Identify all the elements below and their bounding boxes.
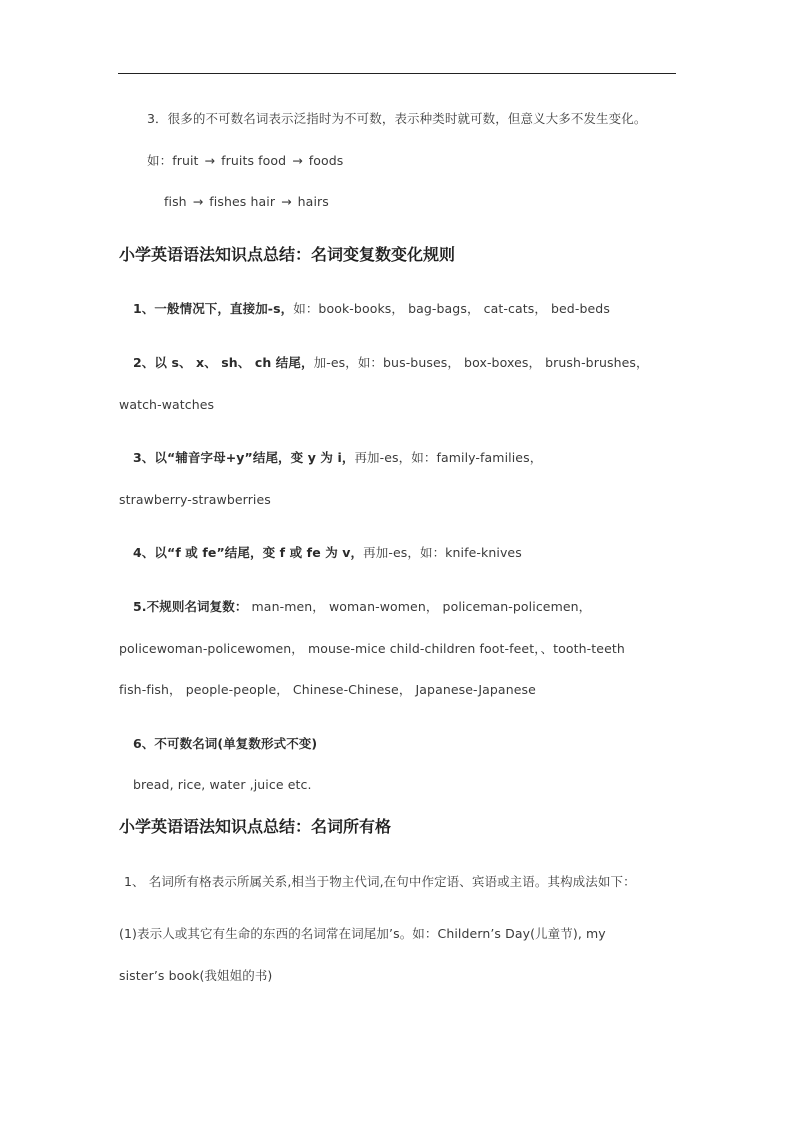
example-prefix: 如：fruit [147,153,199,168]
plural-rule-4-examples: 再加-es，如：knife-knives [363,545,522,560]
possessive-paragraph-3: sister’s book(我姐姐的书) [119,968,273,983]
plural-rule-4 [133,544,522,562]
plural-rule-3-label: 3、以“辅音字母+y”结尾，变 y 为 i， [133,450,355,465]
plural-rule-3-examples: 再加-es，如：family-families， [354,450,543,465]
plural-rule-2-continued: watch-watches [119,397,215,412]
plural-rule-5-examples: man-men， woman-women， policeman-policemen， [251,599,592,614]
example-fish: fish [164,194,187,209]
heading-possessive: 小学英语语法知识点总结：名词所有格 [119,817,392,836]
plural-rule-4-label: 4、以“f 或 fe”结尾，变 f 或 fe 为 v， [133,545,364,560]
plural-rule-3 [133,449,542,467]
right-arrow-icon: → [281,194,292,209]
rule-3-example-1 [147,152,343,170]
plural-rule-2-examples: 加-es，如：bus-buses， box-boxes， brush-brushes， [313,355,649,370]
plural-rule-2 [133,354,649,372]
plural-rule-5-continued-1: policewoman-policewomen， mouse-mice child-children foot-feet，、tooth-teeth [119,641,625,656]
example-hairs: hairs [297,194,329,209]
header-rule [118,73,676,74]
plural-rule-1-examples: 如：book-books， bag-bags， cat-cats， bed-beds [293,301,610,316]
plural-rule-1-label: 1、一般情况下，直接加-s， [133,301,294,316]
right-arrow-icon: → [204,153,216,168]
plural-rule-3-continued: strawberry-strawberries [119,492,271,507]
example-foods: foods [308,153,344,168]
example-fishes-hair: fishes hair [209,194,276,209]
plural-rule-5-continued-2: fish-fish， people-people， Chinese-Chinese， Japanese-Japanese [119,682,536,697]
plural-rule-6-label: 6、不可数名词(单复数形式不变) [133,736,318,751]
example-fruits-food: fruits food [221,153,287,168]
right-arrow-icon: → [192,194,204,209]
rule-3-text: 3．很多的不可数名词表示泛指时为不可数，表示种类时就可数，但意义大多不发生变化。 [147,111,647,126]
plural-rule-6-examples: bread, rice, water ,juice etc. [133,777,312,792]
right-arrow-icon: → [292,153,303,168]
rule-3-example-2 [164,193,329,211]
plural-rule-5-label: 5.不规则名词复数： [133,599,248,614]
plural-rule-2-label: 2、以 s、 x、 sh、 ch 结尾， [133,355,314,370]
plural-rule-5 [133,598,591,616]
plural-rule-1 [133,300,610,318]
possessive-paragraph-1: 1、 名词所有格表示所属关系,相当于物主代词,在句中作定语、宾语或主语。其构成法如下： [124,874,636,889]
heading-plural-rules: 小学英语语法知识点总结：名词变复数变化规则 [119,245,456,264]
possessive-paragraph-2: (1)表示人或其它有生命的东西的名词常在词尾加’s。如：Childern’s Day(儿童节), my [119,926,606,941]
